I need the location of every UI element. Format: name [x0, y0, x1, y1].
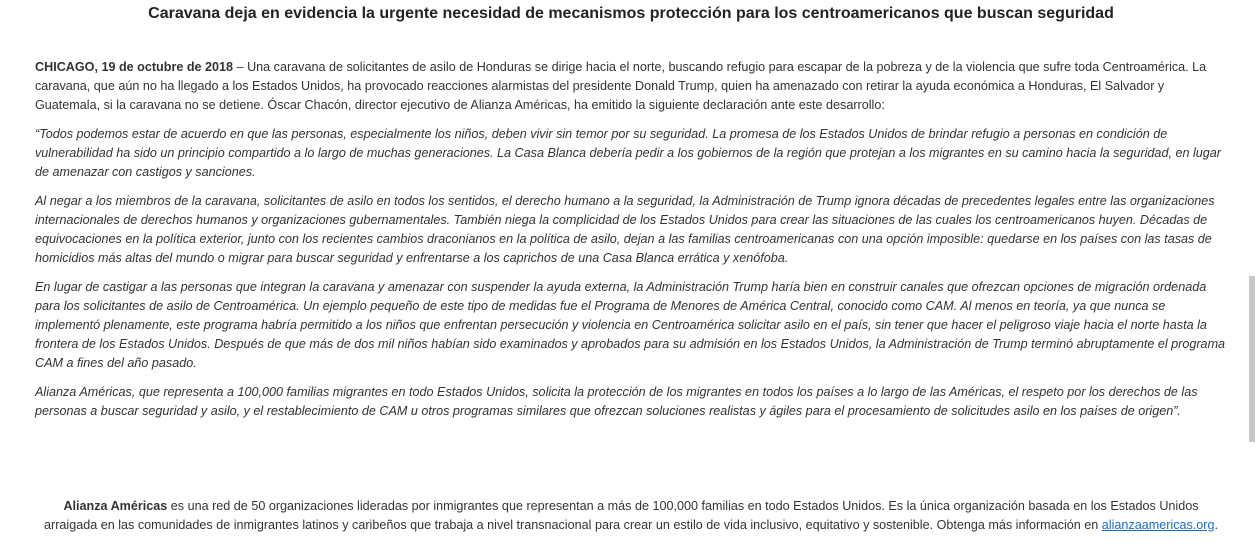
footer-org-name: Alianza Américas: [63, 499, 168, 513]
dateline: CHICAGO, 19 de octubre de 2018: [35, 60, 234, 74]
website-link[interactable]: alianzaamericas.org: [1101, 518, 1215, 532]
quote-paragraph: Alianza Américas, que representa a 100,000 familias migrantes en todo Estados Unidos, solicita la protección de los migrantes en todos los países a lo largo de las Américas, el respeto por los derechos de las personas a buscar seguridad y asilo, y el restablecimiento de CAM u otros programas similares que ofrezcan soluciones realistas y ágiles para el procesamiento de solicitudes asilo en los países de origen”.: [35, 385, 1198, 418]
footer-text: es una red de 50 organizaciones lideradas por inmigrantes que representan a más de 100,000 familias en todo Estados Unidos. Es la única organización basada en los Estados Unidos arraigada en las comunidades de inmigrantes latinos y caribeños que trabaja a nivel transnacional para crear un estilo de vida inclusivo, equitativo y sostenible. Obtenga más información en: [44, 499, 1199, 532]
intro-paragraph: [35, 58, 1227, 115]
page-title: Caravana deja en evidencia la urgente necesidad de mecanismos protección para los centroamericanos que buscan seguridad: [148, 5, 1114, 22]
scrollbar-thumb[interactable]: [1249, 276, 1255, 442]
footer-about: [38, 497, 1224, 535]
article-body: [35, 58, 1227, 431]
intro-text: – Una caravana de solicitantes de asilo de Honduras se dirige hacia el norte, buscando refugio para escapar de la pobreza y de la violencia que sufre toda Centroamérica. La caravana, que aún no ha llegado a los Estados Unidos, ha provocado reacciones alarmistas del presidente Donald Trump, quien ha amenazado con retirar la ayuda económica a Honduras, El Salvador y Guatemala, si la caravana no se detiene. Óscar Chacón, director ejecutivo de Alianza Américas, ha emitido la siguiente declaración ante este desarrollo:: [35, 60, 1207, 112]
quote-paragraph: “Todos podemos estar de acuerdo en que las personas, especialmente los niños, deben vivir sin temor por su seguridad. La promesa de los Estados Unidos de brindar refugio a personas en condición de vulnerabilidad ha sido un principio compartido a lo largo de muchas generaciones. La Casa Blanca debería pedir a los gobiernos de la región que protejan a los migrantes en su camino hacia la seguridad, en lugar de amenazar con castigos y sanciones.: [35, 127, 1221, 179]
quote-paragraph: Al negar a los miembros de la caravana, solicitantes de asilo en todos los sentidos, el derecho humano a la seguridad, la Administración de Trump ignora décadas de precedentes legales entre las organizaciones internacionales de derechos humanos y organizaciones gubernamentales. También niega la complicidad de los Estados Unidos para crear las situaciones de las cuales los centroamericanos huyen. Décadas de equivocaciones en la política exterior, junto con los recientes cambios draconianos en la política de asilo, dejan a las familias centroamericanas con una opción imposible: quedarse en los países con las tasas de homicidios más altas del mundo o migrar para buscar seguridad y enfrentarse a los caprichos de una Casa Blanca errática y xenófoba.: [35, 194, 1215, 265]
quote-paragraph: En lugar de castigar a las personas que integran la caravana y amenazar con suspender la ayuda externa, la Administración Trump haría bien en construir canales que ofrezcan opciones de migración ordenada para los solicitantes de asilo de Centroamérica. Un ejemplo pequeño de este tipo de medidas fue el Programa de Menores de América Central, conocido como CAM. Al menos en teoría, ya que nunca se implementó plenamente, este programa habría permitido a los niños que enfrentan persecución y violencia en Centroamérica solicitar asilo en el país, sin tener que hacer el peligroso viaje hacia el norte hasta la frontera de los Estados Unidos. Después de que más de dos mil niños habían sido examinados y aprobados para su admisión en los Estados Unidos, la Administración de Trump terminó abruptamente el programa CAM a fines del año pasado.: [35, 280, 1226, 370]
footer-paragraph: [38, 497, 1224, 535]
footer-end-punct: .: [1214, 518, 1218, 532]
